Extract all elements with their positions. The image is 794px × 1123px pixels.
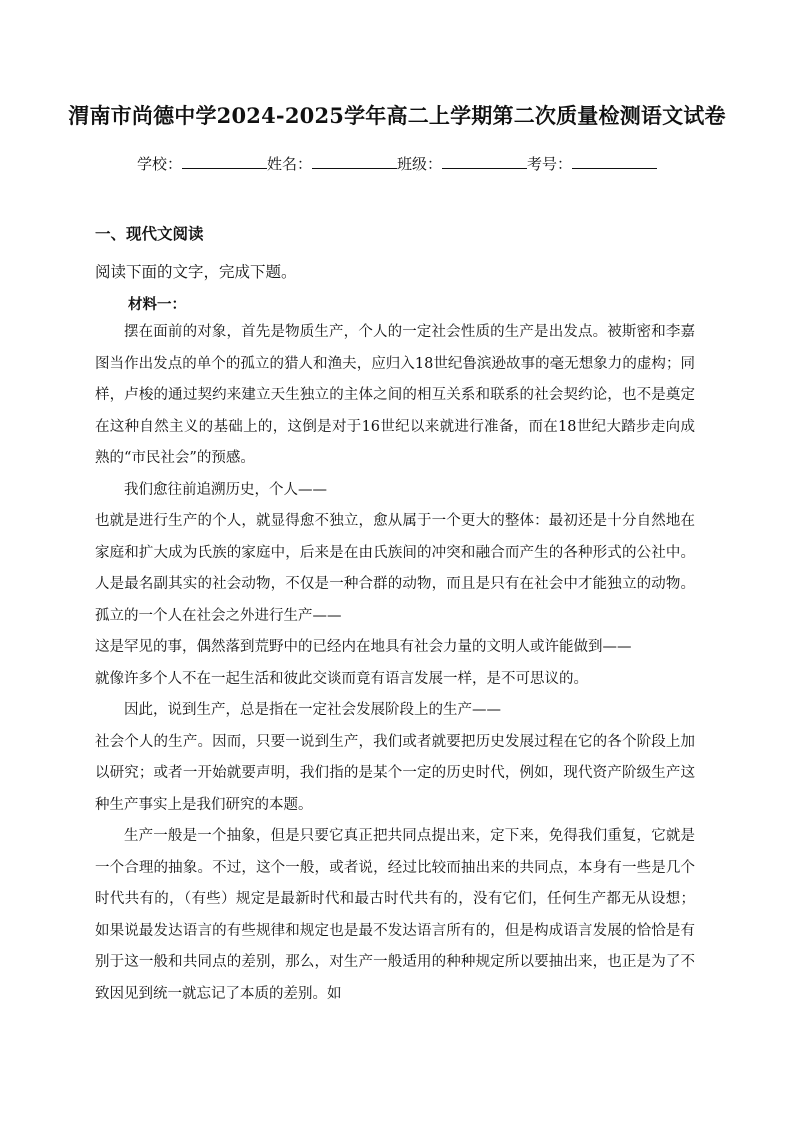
student-info-fields <box>0 153 794 174</box>
material-label: 材料一： <box>128 296 186 313</box>
passage-paragraph: 因此，说到生产，总是指在一定社会发展阶段上的生产—— <box>124 702 501 718</box>
reading-passage <box>95 317 695 1010</box>
passage-paragraph: 生产一般是一个抽象，但是只要它真正把共同点提出来，定下来，免得我们重复，它就是一个合理的抽象。不过，这个一般，或者说，经过比较而抽出来的共同点，本身有一些是几个时代共有的，（有些）规定是最新时代和最古时代共有的，没有它们，任何生产都无从设想；如果说最发达语言的有些规律和规定也是最不发达语言所有的，但是构成语言发展的恰恰是有别于这一般和共同点的差别，那么，对生产一般适用的种种规定所以要抽出来，也正是为了不致因见到统一就忘记了本质的差别。如 <box>95 828 695 1002</box>
passage-paragraph: 也就是进行生产的个人，就显得愈不独立，愈从属于一个更大的整体：最初还是十分自然地在家庭和扩大成为氏族的家庭中，后来是在由氏族间的冲突和融合而产生的各种形式的公社中。人是最名副其实的社会动物，不仅是一种合群的动物，而且是只有在社会中才能独立的动物。孤立的一个人在社会之外进行生产—— <box>95 513 695 624</box>
passage-paragraph: 我们愈往前追溯历史，个人—— <box>124 481 327 498</box>
reading-instruction: 阅读下面的文字，完成下题。 <box>95 263 297 281</box>
school-field <box>137 153 267 174</box>
exam-number-blank[interactable] <box>572 153 657 169</box>
name-field <box>267 153 397 174</box>
passage-paragraph: 社会个人的生产。因而，只要一说到生产，我们或者就要把历史发展过程在它的各个阶段上加以研究；或者一开始就要声明，我们指的是某个一定的历史时代，例如，现代资产阶级生产这种生产事实上是我们研究的本题。 <box>95 733 695 813</box>
passage-paragraph: 这是罕见的事，偶然落到荒野中的已经内在地具有社会力量的文明人或许能做到—— <box>95 639 632 655</box>
class-blank[interactable] <box>442 153 527 169</box>
name-blank[interactable] <box>312 153 397 169</box>
school-blank[interactable] <box>182 153 267 169</box>
school-label: 学校： <box>136 155 182 173</box>
class-field <box>397 153 527 174</box>
name-label: 姓名： <box>266 155 312 173</box>
section-heading: 一、现代文阅读 <box>95 225 204 243</box>
exam-number-label: 考号： <box>527 155 573 173</box>
passage-paragraph: 摆在面前的对象，首先是物质生产，个人的一定社会性质的生产是出发点。被斯密和李嘉图当作出发点的单个的孤立的猎人和渔夫，应归入18世纪鲁滨逊故事的毫无想象力的虚构；同样，卢梭的通过契约来建立天生独立的主体之间的相互关系和联系的社会契约论，也不是奠定在这种自然主义的基础上的，这倒是对于16世纪以来就进行准备，而在18世纪大踏步走向成熟的“市民社会”的预感。 <box>95 324 695 466</box>
exam-number-field <box>527 153 657 174</box>
passage-paragraph: 就像许多个人不在一起生活和彼此交谈而竟有语言发展一样，是不可思议的。 <box>95 670 588 687</box>
exam-title: 渭南市尚德中学2024-2025学年高二上学期第二次质量检测语文试卷 <box>68 103 726 128</box>
class-label: 班级： <box>397 155 443 173</box>
